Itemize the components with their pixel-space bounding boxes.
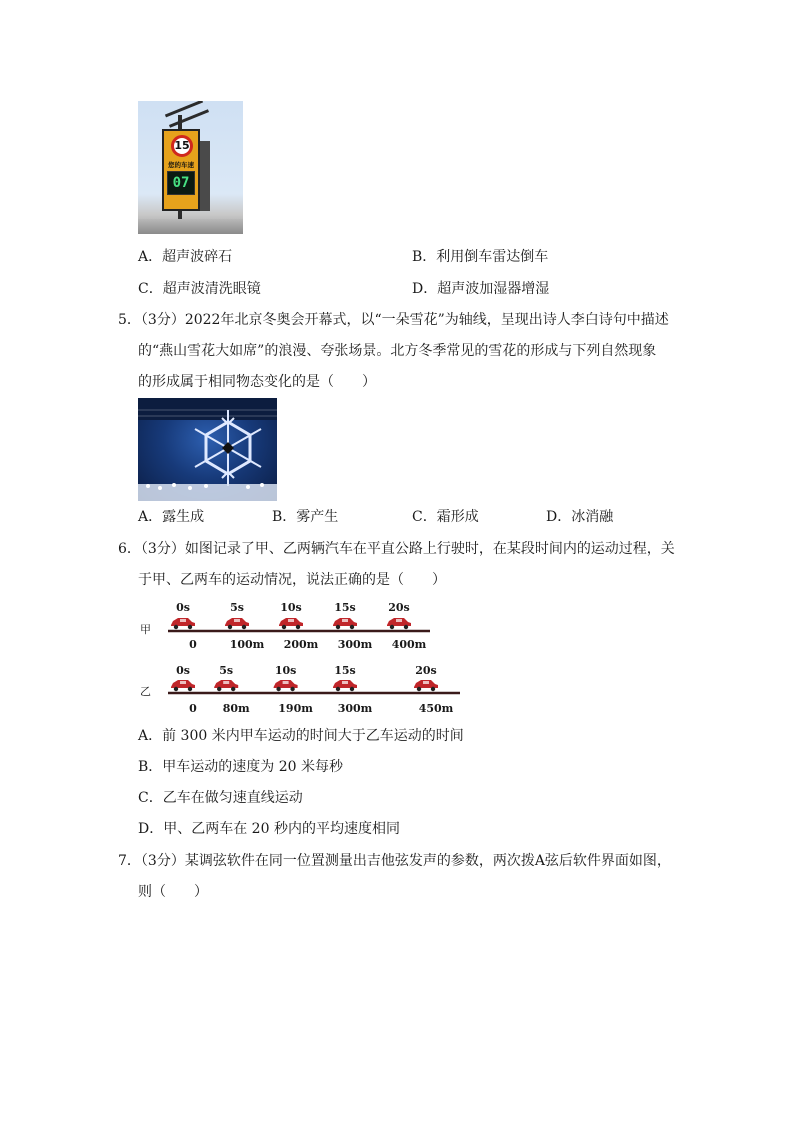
car-motion-svg bbox=[138, 600, 468, 720]
car-motion-diagram bbox=[138, 600, 468, 720]
car-b-car-3 bbox=[333, 680, 357, 691]
car-a-car-4 bbox=[387, 618, 411, 629]
sign-label: 您的车速 bbox=[168, 161, 194, 169]
car-a-car-1 bbox=[225, 618, 249, 629]
car-b-car-2 bbox=[274, 680, 298, 691]
car-b-time-label: 15s bbox=[334, 664, 356, 677]
q4-option-a: A．超声波碎石 bbox=[138, 249, 233, 265]
q6-text-line-2: 于甲、乙两车的运动情况，说法正确的是（ ） bbox=[138, 572, 446, 588]
speed-display: 07 bbox=[167, 171, 195, 195]
q7-text-line-1: 7．（3分）某调弦软件在同一位置测量出吉他弦发声的参数，两次拨A弦后软件界面如图， bbox=[118, 853, 671, 869]
car-a-distance-label: 100m bbox=[229, 638, 265, 651]
q5-text-line-3: 的形成属于相同物态变化的是（ ） bbox=[138, 374, 376, 390]
car-a-car-0 bbox=[171, 618, 195, 629]
car-b-time-label: 10s bbox=[274, 664, 297, 677]
car-b-car-1 bbox=[214, 680, 238, 691]
car-b-distance-label: 190m bbox=[278, 702, 313, 715]
car-a-distance-label: 0 bbox=[189, 638, 197, 651]
car-b-car-4 bbox=[414, 680, 438, 691]
speed-limit-circle: 15 bbox=[171, 135, 193, 157]
q5-option-a: A．露生成 bbox=[138, 509, 205, 525]
q6-option-c: C．乙车在做匀速直线运动 bbox=[138, 790, 303, 806]
car-a-car-3 bbox=[333, 618, 357, 629]
q7-text-line-2: 则（ ） bbox=[138, 884, 208, 900]
car-b-distance-label: 0 bbox=[189, 702, 197, 715]
car-b-distance-label: 80m bbox=[222, 702, 250, 715]
q6-option-d: D．甲、乙两车在 20 秒内的平均速度相同 bbox=[138, 821, 400, 837]
car-b-distance-label: 450m bbox=[418, 702, 454, 715]
q5-option-b: B．雾产生 bbox=[272, 509, 339, 525]
q5-text-line-1: 5．（3分）2022年北京冬奥会开幕式，以“一朵雪花”为轴线，呈现出诗人李白诗句中描述 bbox=[118, 312, 669, 328]
car-a-distance-label: 400m bbox=[391, 638, 427, 651]
car-b-distance-label: 300m bbox=[337, 702, 373, 715]
q4-option-d: D．超声波加湿器增湿 bbox=[412, 281, 550, 297]
snowflake-illustration bbox=[138, 398, 277, 501]
car-a-distance-label: 200m bbox=[283, 638, 319, 651]
car-a-time-label: 0s bbox=[176, 601, 190, 614]
car-a-time-label: 20s bbox=[388, 601, 410, 614]
car-a-time-label: 10s bbox=[280, 601, 302, 614]
car-a-distance-label: 300m bbox=[337, 638, 373, 651]
q6-option-b: B．甲车运动的速度为 20 米每秒 bbox=[138, 759, 344, 775]
car-a-car-2 bbox=[279, 618, 303, 629]
snowflake-ceremony-photo bbox=[138, 398, 277, 501]
car-a-time-label: 15s bbox=[334, 601, 356, 614]
q6-option-a: A．前 300 米内甲车运动的时间大于乙车运动的时间 bbox=[138, 728, 464, 744]
q5-text-line-2: 的“燕山雪花大如席”的浪漫、夸张场景。北方冬季常见的雪花的形成与下列自然现象 bbox=[138, 343, 657, 359]
car-b-time-label: 5s bbox=[219, 664, 234, 677]
speed-sign-photo bbox=[138, 101, 243, 234]
car-a-label: 甲 bbox=[140, 623, 151, 636]
speed-sign-board bbox=[162, 129, 200, 211]
car-a-time-label: 5s bbox=[230, 601, 244, 614]
q5-option-c: C．霜形成 bbox=[412, 509, 479, 525]
car-b-label: 乙 bbox=[140, 685, 151, 698]
car-b-time-label: 20s bbox=[415, 664, 437, 677]
car-b-car-0 bbox=[171, 680, 195, 691]
car-b-time-label: 0s bbox=[176, 664, 190, 677]
q6-text-line-1: 6．（3分）如图记录了甲、乙两辆汽车在平直公路上行驶时，在某段时间内的运动过程，关 bbox=[118, 541, 675, 557]
q5-option-d: D．冰消融 bbox=[546, 509, 614, 525]
q4-option-b: B．利用倒车雷达倒车 bbox=[412, 249, 549, 265]
q4-option-c: C．超声波清洗眼镜 bbox=[138, 281, 261, 297]
